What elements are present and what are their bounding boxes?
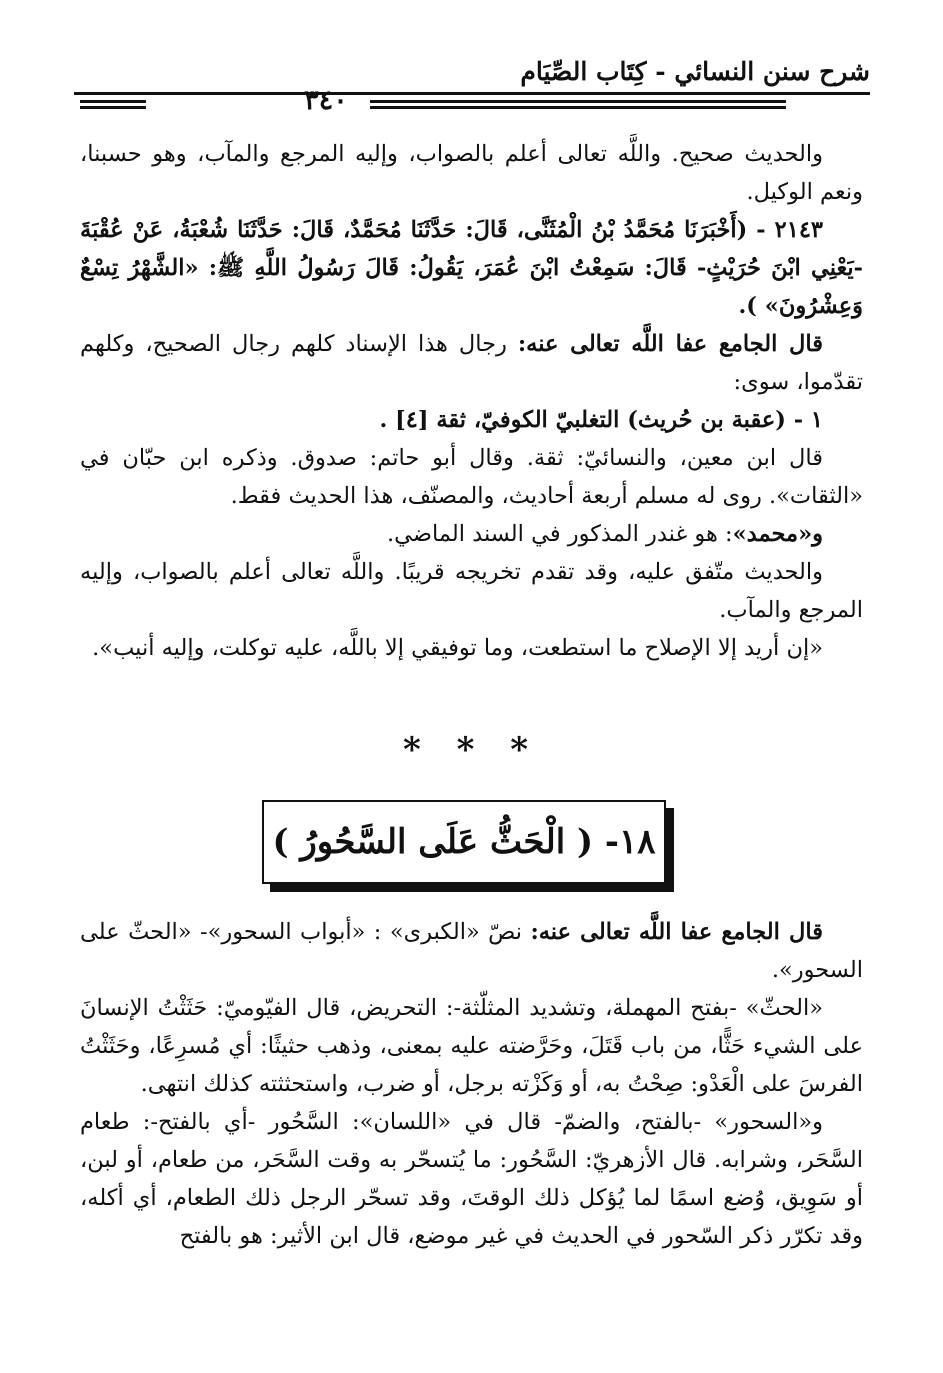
paragraph bbox=[80, 913, 863, 989]
muhammad-text: : هو غندر المذكور في السند الماضي. bbox=[387, 521, 733, 547]
paragraph bbox=[80, 515, 863, 553]
paragraph bbox=[80, 325, 863, 401]
jami-label: قال الجامع عفا اللَّه تعالى عنه: bbox=[517, 331, 823, 357]
section-separator: * * * bbox=[402, 730, 540, 770]
text-block-1 bbox=[80, 135, 863, 667]
jami-text: رجال هذا الإسناد كلهم رجال الصحيح، وكلهم تقدّموا، سوى: bbox=[80, 331, 863, 395]
quran-quote: «إن أريد إلا الإصلاح ما استطعت، وما توفيقي إلا باللَّه، عليه توكلت، وإليه أنيب». bbox=[92, 635, 823, 661]
narrator-entry: ١ - (عقبة بن حُريث) التغلبيّ الكوفيّ، ثقة [٤] . bbox=[379, 407, 823, 433]
hadith-text: ٢١٤٣ - (أَخْبَرَنَا مُحَمَّدُ بْنُ الْمُثَنَّى، قَالَ: حَدَّثَنَا مُحَمَّدٌ، قَالَ: حَدَّثَنَا شُعْبَةُ، عَنْ عُقْبَةَ -يَعْنِي ابْنَ حُرَيْثٍ- قَالَ: سَمِعْتُ ابْنَ عُمَرَ، يَقُولُ: قَالَ رَسُولُ اللَّهِ ﷺ: «الشَّهْرُ تِسْعٌ وَعِشْرُونَ» ). bbox=[80, 217, 863, 319]
paragraph: قال ابن معين، والنسائيّ: ثقة. وقال أبو حاتم: صدوق. وذكره ابن حبّان في «الثقات». روى له مسلم أربعة أحاديث، والمصنّف، هذا الحديث فقط. bbox=[80, 445, 863, 509]
page-header bbox=[80, 48, 870, 118]
jami-text: نصّ «الكبرى» : «أبواب السحور»- «الحثّ على السحور». bbox=[80, 919, 863, 983]
paragraph: و«السحور» -بالفتح، والضمّ- قال في «اللسان»: السَّحُور -أي بالفتح-: طعام السَّحَر، وشرابه. قال الأزهريّ: السَّحُور: ما يُتسحّر به وقت السَّحَر، من طعام، أو لبن، أو سَوِيق، وُضع اسمًا لما يُؤكل ذلك الوقتَ، وقد تسحّر الرجل ذلك الطعام، أي أكله، وقد تكرّر ذكر السّحور في الحديث في غير موضع، قال ابن الأثير: هو بالفتح bbox=[80, 1109, 863, 1249]
header-rule-double bbox=[370, 100, 786, 103]
running-title: شرح سنن النسائي - كِتَاب الصِّيَام bbox=[520, 57, 870, 86]
header-rule bbox=[74, 92, 870, 95]
header-rule-double bbox=[80, 106, 146, 109]
jami-label: قال الجامع عفا اللَّه تعالى عنه: bbox=[530, 919, 823, 945]
page-number: ٣٤٠ bbox=[304, 85, 348, 116]
text-block-2 bbox=[80, 913, 863, 1255]
paragraph: «الحثّ» -بفتح المهملة، وتشديد المثلّثة-: التحريض، قال الفيّوميّ: حَثَثْتُ الإنسانَ على الشيء حَثًّا، من باب قَتَلَ، وحَرَّضته عليه بمعنى، وذهب حثيثًا: أي مُسرِعًا، وحَثَثْتُ الفرسَ على الْعَدْو: صِحْتُ به، أو وَكَزْته برجل، أو ضرب، واستحثثته كذلك انتهى. bbox=[80, 995, 863, 1097]
paragraph: والحديث صحيح. واللَّه تعالى أعلم بالصواب، وإليه المرجع والمآب، وهو حسبنا، ونعم الوكيل. bbox=[80, 141, 863, 205]
paragraph: والحديث متّفق عليه، وقد تقدم تخريجه قريبًا. واللَّه تعالى أعلم بالصواب، وإليه المرجع والمآب. bbox=[80, 559, 863, 623]
chapter-heading bbox=[262, 800, 666, 884]
header-rule-double bbox=[80, 100, 146, 103]
header-rule-double bbox=[370, 106, 786, 109]
muhammad-label: و«محمد» bbox=[732, 521, 823, 547]
chapter-title: ١٨- ( الْحَثُّ عَلَى السَّحُورُ ) bbox=[272, 822, 656, 862]
